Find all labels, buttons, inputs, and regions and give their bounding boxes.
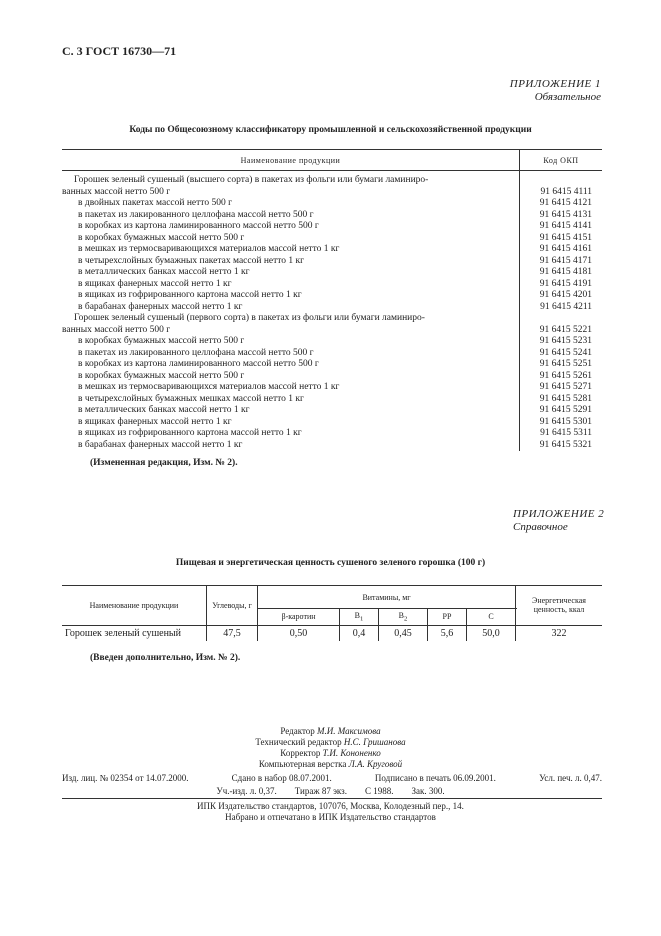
okp-code: 91 6415 4151 xyxy=(520,233,603,245)
credits-block xyxy=(0,726,661,770)
vitamin-header: РР xyxy=(427,609,466,626)
table-row xyxy=(62,313,602,325)
product-name: в мешках из термосваривающихся материалов массой нетто 1 кг xyxy=(78,244,340,254)
publisher-address: ИПК Издательство стандартов, 107076, Москва, Колодезный пер., 14. xyxy=(197,801,464,811)
appendix-1-title: ПРИЛОЖЕНИЕ 1 xyxy=(509,78,601,90)
table-row xyxy=(62,417,602,429)
vitamin-header: β-каротин xyxy=(258,609,340,626)
okp-code: 91 6415 4201 xyxy=(520,290,603,302)
appendix-2-heading xyxy=(513,508,604,534)
appendix-2-title: ПРИЛОЖЕНИЕ 2 xyxy=(513,508,605,520)
table-row xyxy=(62,371,602,383)
table-row xyxy=(62,348,602,360)
table-row xyxy=(62,394,602,406)
imprint-line-2 xyxy=(0,786,661,797)
appendix-2-subtitle: Справочное xyxy=(513,521,568,533)
product-name: в коробках из картона ламинированного массой нетто 500 г xyxy=(78,221,319,231)
nutrition-table xyxy=(62,585,602,641)
table-row xyxy=(62,171,602,187)
okp-code: 91 6415 5231 xyxy=(520,336,603,348)
imprint-code: С 1988. xyxy=(365,786,394,796)
table-row xyxy=(62,302,602,314)
okp-code: 91 6415 5311 xyxy=(520,428,603,440)
okp-code: 91 6415 5241 xyxy=(520,348,603,360)
vitamin-value: 0,45 xyxy=(379,625,428,641)
okp-code: 91 6415 4131 xyxy=(520,210,603,222)
table-row xyxy=(62,233,602,245)
credit-corrector: Корректор Т.И. Кононенко xyxy=(280,748,381,758)
okp-code: 91 6415 5271 xyxy=(520,382,603,394)
product-name: в барабанах фанерных массой нетто 1 кг xyxy=(78,439,243,450)
group-head-line2: ванных массой нетто 500 г xyxy=(62,324,171,335)
okp-code: 91 6415 5321 xyxy=(520,440,603,452)
table-row xyxy=(62,198,602,210)
column-header-carbs: Углеводы, г xyxy=(207,586,258,626)
column-header-name: Наименование продукции xyxy=(62,586,207,626)
table-row xyxy=(62,210,602,222)
vitamin-value: 0,4 xyxy=(340,625,379,641)
table-2-title: Пищевая и энергетическая ценность сушеного зеленого горошка (100 г) xyxy=(175,558,486,568)
imprint-circulation: Тираж 87 экз. xyxy=(294,786,347,796)
table-row xyxy=(62,221,602,233)
divider xyxy=(62,798,602,799)
product-name: в коробках бумажных массой нетто 500 г xyxy=(78,336,245,346)
table-row xyxy=(62,279,602,291)
appendix-1-subtitle: Обязательное xyxy=(534,91,601,103)
vitamin-header: $В_1$ xyxy=(340,609,379,626)
vitamin-value: 5,6 xyxy=(427,625,466,641)
okp-code: 91 6415 5251 xyxy=(520,359,603,371)
product-name: в барабанах фанерных массой нетто 1 кг xyxy=(78,301,243,312)
okp-code: 91 6415 4111 xyxy=(520,187,603,199)
product-name: в металлических банках массой нетто 1 кг xyxy=(78,405,250,415)
carbs-value: 47,5 xyxy=(207,625,258,641)
okp-code: 91 6415 4141 xyxy=(520,221,603,233)
imprint-order: Зак. 300. xyxy=(411,786,445,796)
vitamin-header: $В_2$ xyxy=(379,609,428,626)
table-2-note: (Введен дополнительно, Изм. № 2). xyxy=(90,653,241,663)
column-header-name: Наименование продукции xyxy=(62,150,520,171)
group-head-line1: Горошек зеленый сушеный (высшего сорта) в пакетах из фольги или бумаги ламиниро- xyxy=(74,175,429,185)
table-row xyxy=(62,405,602,417)
table-1-title: Коды по Общесоюзному классификатору промышленной и сельскохозяйственной продукции xyxy=(129,125,532,135)
credit-editor: Редактор М.И. Максимова xyxy=(280,726,381,736)
okp-code: 91 6415 5281 xyxy=(520,394,603,406)
product-name: в ящиках из гофрированного картона массой нетто 1 кг xyxy=(78,290,302,300)
okp-code: 91 6415 5261 xyxy=(520,371,603,383)
product-name: в ящиках фанерных массой нетто 1 кг xyxy=(78,278,232,289)
table-row xyxy=(62,267,602,279)
okp-codes-table xyxy=(62,149,602,451)
table-row xyxy=(62,428,602,440)
okp-code: 91 6415 4191 xyxy=(520,279,603,291)
product-name: Горошек зеленый сушеный xyxy=(62,625,207,641)
okp-code: 91 6415 4211 xyxy=(520,302,603,314)
okp-code: 91 6415 5291 xyxy=(520,405,603,417)
vitamin-header: С xyxy=(466,609,515,626)
product-name: в пакетах из лакированного целлофана массой нетто 500 г xyxy=(78,209,314,220)
publisher-block xyxy=(0,801,661,823)
okp-codes-body xyxy=(62,171,602,452)
product-name: в четырехслойных бумажных пакетах массой нетто 1 кг xyxy=(78,255,305,266)
page-header: С. 3 ГОСТ 16730—71 xyxy=(62,44,177,58)
table-row xyxy=(62,336,602,348)
imprint-typeset: Сдано в набор 08.07.2001. xyxy=(231,773,332,783)
imprint-pub-sheets: Уч.-изд. л. 0,37. xyxy=(216,786,277,796)
energy-value: 322 xyxy=(516,625,603,641)
okp-code: 91 6415 4121 xyxy=(520,198,603,210)
vitamin-value: 0,50 xyxy=(258,625,340,641)
printer-info: Набрано и отпечатано в ИПК Издательство стандартов xyxy=(225,812,436,822)
okp-code: 91 6415 4171 xyxy=(520,256,603,268)
product-name: в двойных пакетах массой нетто 500 г xyxy=(78,198,232,208)
imprint-line-1 xyxy=(62,773,602,784)
table-row xyxy=(62,359,602,371)
table-row xyxy=(62,256,602,268)
okp-code: 91 6415 4181 xyxy=(520,267,603,279)
table-row xyxy=(62,290,602,302)
appendix-1-heading xyxy=(510,78,601,104)
product-name: в мешках из термосваривающихся материалов массой нетто 1 кг xyxy=(78,382,340,392)
column-header-vitamins: Витамины, мг xyxy=(258,586,516,609)
table-row xyxy=(62,244,602,256)
group-head-line1: Горошек зеленый сушеный (первого сорта) в пакетах из фольги или бумаги ламиниро- xyxy=(74,313,425,323)
imprint-signed: Подписано в печать 06.09.2001. xyxy=(374,773,496,783)
product-name: в коробках из картона ламинированного массой нетто 500 г xyxy=(78,359,319,369)
table-row xyxy=(62,382,602,394)
column-header-energy: Энергетическая ценность, ккал xyxy=(516,586,603,626)
product-name: в ящиках из гофрированного картона массой нетто 1 кг xyxy=(78,428,302,438)
table-row xyxy=(62,187,602,199)
vitamin-value: 50,0 xyxy=(466,625,515,641)
table-row xyxy=(62,440,602,452)
credit-layout: Компьютерная верстка Л.А. Круговой xyxy=(258,759,403,769)
okp-code: 91 6415 4161 xyxy=(520,244,603,256)
product-name: в четырехслойных бумажных мешках массой нетто 1 кг xyxy=(78,393,304,404)
okp-code: 91 6415 5221 xyxy=(520,325,603,337)
okp-code: 91 6415 5301 xyxy=(520,417,603,429)
product-name: в металлических банках массой нетто 1 кг xyxy=(78,267,250,277)
credit-tech-editor: Технический редактор Н.С. Гришанова xyxy=(255,737,406,747)
imprint-print-sheets: Усл. печ. л. 0,47. xyxy=(539,773,602,783)
product-name: в коробках бумажных массой нетто 500 г xyxy=(78,232,245,243)
imprint-license: Изд. лиц. № 02354 от 14.07.2000. xyxy=(62,773,189,783)
product-name: в пакетах из лакированного целлофана массой нетто 500 г xyxy=(78,347,314,358)
product-name: в коробках бумажных массой нетто 500 г xyxy=(78,370,245,381)
table-row xyxy=(62,325,602,337)
product-name: в ящиках фанерных массой нетто 1 кг xyxy=(78,416,232,427)
column-header-code: Код ОКП xyxy=(520,150,603,171)
group-head-line2: ванных массой нетто 500 г xyxy=(62,186,171,197)
table-row xyxy=(62,625,602,641)
table-1-note: (Измененная редакция, Изм. № 2). xyxy=(90,458,238,468)
